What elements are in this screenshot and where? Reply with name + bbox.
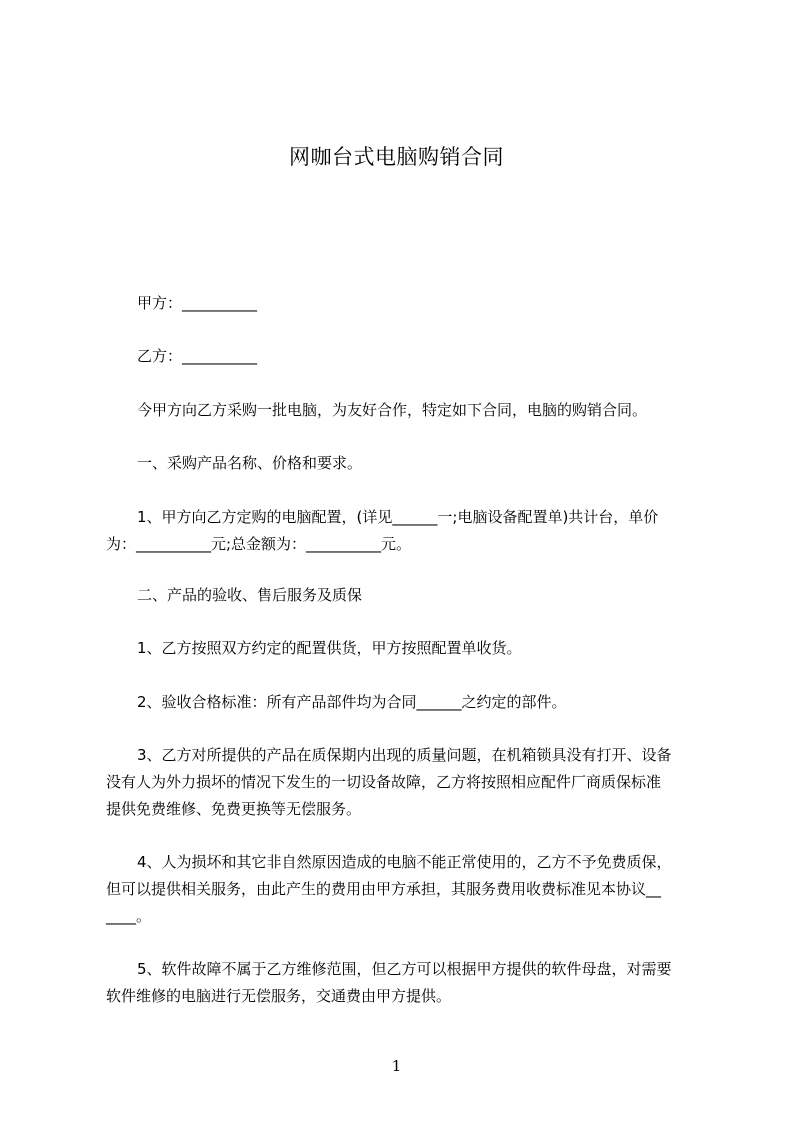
clause-2-3-line-1: 3、乙方对所提供的产品在质保期内出现的质量问题，在机箱锁具没有打开、设备	[137, 746, 672, 764]
clause-2-3-line-3: 提供免费维修、免费更换等无偿服务。	[106, 800, 362, 818]
document-title: 网咖台式电脑购销合同	[289, 145, 504, 169]
clause-2-5-line-1: 5、软件故障不属于乙方维修范围，但乙方可以根据甲方提供的软件母盘，对需要	[137, 960, 672, 978]
party-a-line: 甲方：__________	[137, 294, 258, 312]
clause-2-3-line-2: 没有人为外力损坏的情况下发生的一切设备故障，乙方将按照相应配件厂商质保标准	[106, 773, 662, 791]
clause-1-1-line-2: 为：__________元;总金额为：__________元。	[106, 535, 412, 553]
clause-2-2: 2、验收合格标准：所有产品部件均为合同______之约定的部件。	[137, 693, 567, 711]
intro-paragraph: 今甲方向乙方采购一批电脑，为友好合作，特定如下合同，电脑的购销合同。	[137, 401, 648, 419]
clause-2-4-line-2: 但可以提供相关服务，由此产生的费用由甲方承担，其服务费用收费标准见本协议__	[106, 880, 662, 898]
party-b-line: 乙方：__________	[137, 347, 258, 365]
section-2-heading: 二、产品的验收、售后服务及质保	[137, 586, 363, 604]
clause-2-4-line-1: 4、人为损坏和其它非自然原因造成的电脑不能正常使用的，乙方不予免费质保，	[137, 853, 672, 871]
clause-2-5-line-2: 软件维修的电脑进行无偿服务，交通费由甲方提供。	[106, 987, 452, 1005]
section-1-heading: 一、采购产品名称、价格和要求。	[137, 454, 363, 472]
clause-1-1-line-1: 1、甲方向乙方定购的电脑配置，(详见______一;电脑设备配置单)共计台，单价	[137, 508, 659, 526]
page-number: 1	[391, 1057, 402, 1075]
clause-2-4-line-3: ____。	[106, 907, 152, 925]
clause-2-1: 1、乙方按照双方约定的配置供货，甲方按照配置单收货。	[137, 639, 522, 657]
